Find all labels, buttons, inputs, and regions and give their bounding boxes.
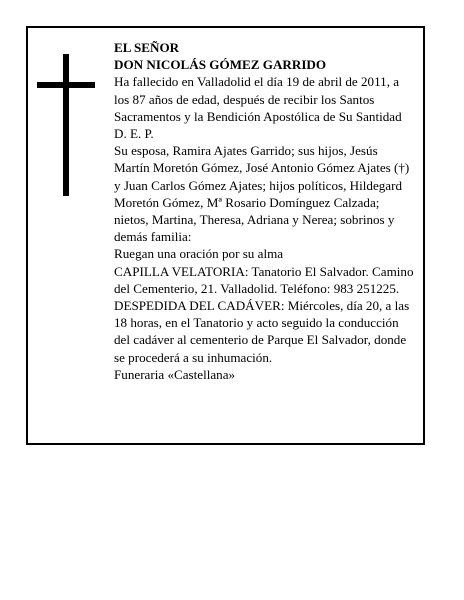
funeral-home: Funeraria «Castellana» bbox=[114, 366, 236, 382]
chapel-info: CAPILLA VELATORIA: Tanatorio El Salvador. Camino del Cementerio, 21. Valladolid. Teléfono: 983 251225. bbox=[114, 263, 414, 296]
cross-horizontal-bar bbox=[37, 82, 95, 88]
farewell-info bbox=[114, 297, 416, 366]
farewell-label: DESPEDIDA DEL CADÁVER: bbox=[114, 298, 285, 314]
notice-title: EL SEÑOR bbox=[114, 40, 180, 55]
deceased-name: DON NICOLÁS GÓMEZ GARRIDO bbox=[114, 57, 327, 73]
cross-vertical-bar bbox=[63, 54, 69, 196]
family-list: Su esposa, Ramira Ajates Garrido; sus hijos, Jesús Martín Moretón Gómez, José Antonio Gómez Ajates (†) y Juan Carlos Gómez Ajates; hijos políticos, Hildegard Moretón Gómez, Mª Rosario Domínguez Calzada; nietos, Martina, Theresa, Adriana y Nerea; sobrinos y demás familia: bbox=[114, 143, 410, 245]
obituary-text bbox=[114, 39, 416, 383]
farewell-details: Miércoles, día 20, a las 18 horas, en el Tanatorio y acto seguido la conducción del cadáver al cementerio de Parque El Salvador, donde se procederá a su inhumación. bbox=[114, 298, 410, 365]
prayer-request: Ruegan una oración por su alma bbox=[114, 246, 284, 262]
death-announcement: Ha fallecido en Valladolid el día 19 de abril de 2011, a los 87 años de edad, después de recibir los Santos Sacramentos y la Bendición Apostólica de Su Santidad D. E. P. bbox=[114, 74, 402, 142]
